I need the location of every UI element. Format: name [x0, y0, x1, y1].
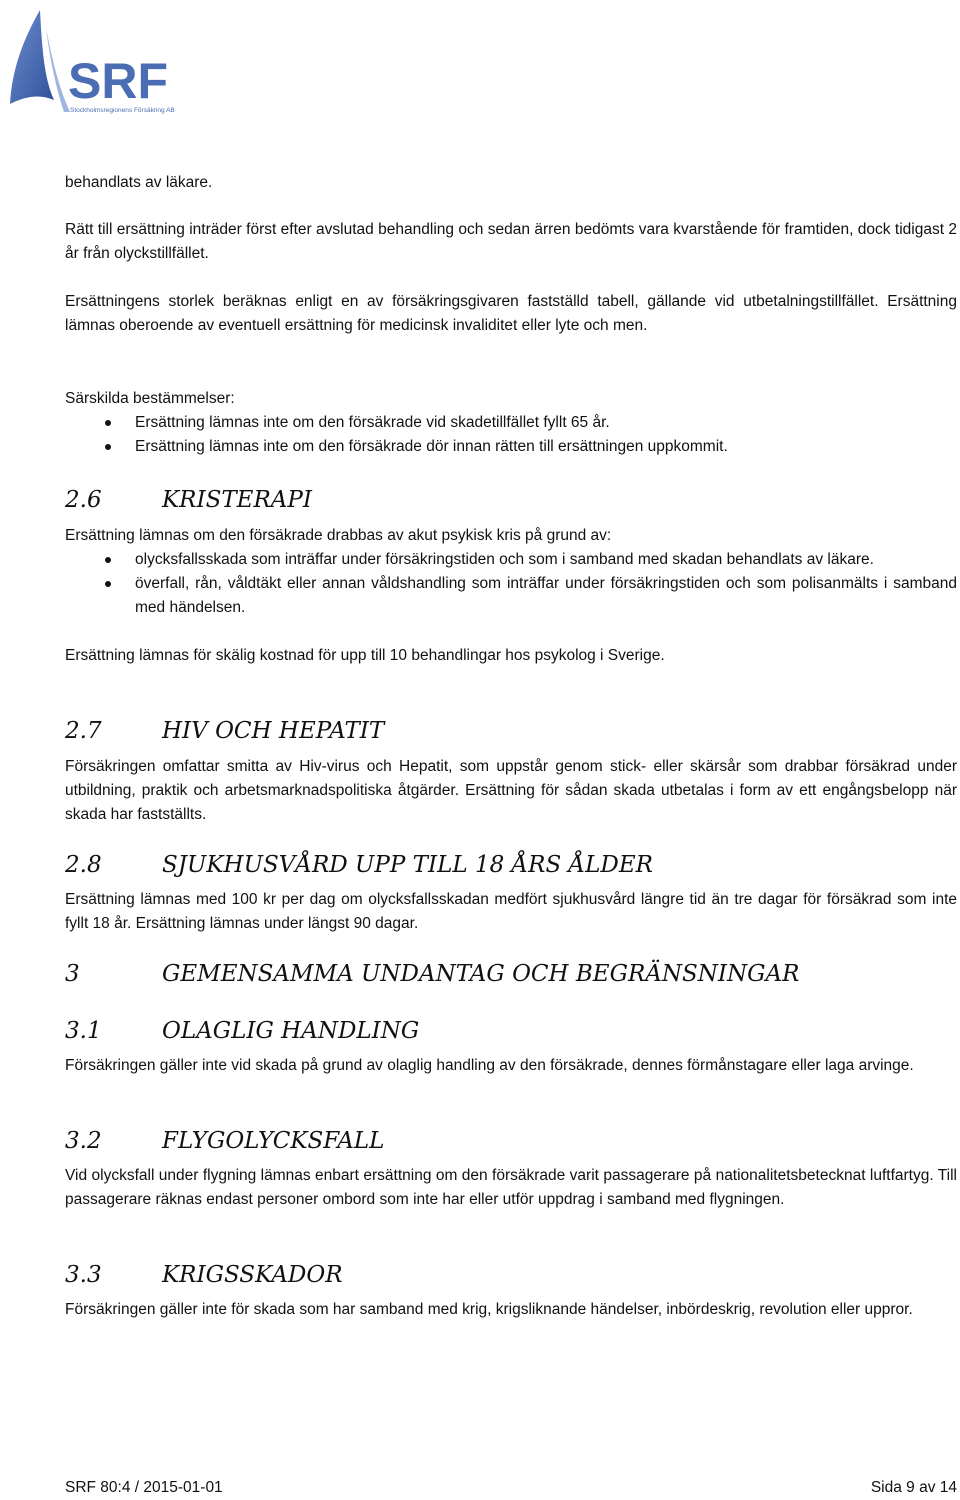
heading-2-6: 2.6 KRISTERAPI [65, 487, 312, 513]
special-provisions: Särskilda bestämmelser: Ersättning lämnas inte om den försäkrade vid skadetillfället fyllt 65 år. Ersättning lämnas inte om den försäkrade dör innan rätten till ersättningen uppkommit. [65, 387, 957, 459]
section-2-6-body: Ersättning lämnas om den försäkrade drabbas av akut psykisk kris på grund av: olycksfallsskada som inträffar under försäkringstiden och som i samband med skadan behandlats av läkare. överfall, rån, våldtäkt eller annan våldshandling som inträffar under försäkringstiden och som polisanmälts i samband med händelsen. Ersättning lämnas för skälig kostnad för upp till 10 behandlingar hos psykolog i Sverige. [65, 527, 957, 664]
section-2-8-body: Ersättning lämnas med 100 kr per dag om olycksfallsskadan medfört sjukhusvård längre tid än tre dagar för försäkrad som inte fyllt 18 år. Ersättning lämnas under längst 90 dagar. [65, 891, 957, 932]
heading-2-7: 2.7 HIV OCH HEPATIT [65, 718, 385, 744]
list-item: överfall, rån, våldtäkt eller annan våldshandling som inträffar under försäkringstiden och som polisanmälts i samband med händelsen. [65, 572, 957, 620]
paragraph-1: behandlats av läkare. [65, 174, 213, 191]
heading-3-3: 3.3 KRIGSSKADOR [65, 1262, 343, 1288]
list-item: Ersättning lämnas inte om den försäkrade dör innan rätten till ersättningen uppkommit. [65, 435, 957, 459]
page-footer [65, 1477, 957, 1499]
heading-2-8: 2.8 SJUKHUSVÅRD UPP TILL 18 ÅRS ÅLDER [65, 852, 653, 878]
paragraph-2: Rätt till ersättning inträder först efter avslutad behandling och sedan ärren bedömts vara kvarstående för framtiden, dock tidigast 2 år från olyckstillfället. [65, 221, 957, 262]
heading-3-1: 3.1 OLAGLIG HANDLING [65, 1018, 420, 1044]
svg-text:Stockholmsregionens Försäkring: Stockholmsregionens Försäkring AB [70, 107, 175, 114]
section-2-7-body: Försäkringen omfattar smitta av Hiv-virus och Hepatit, som uppstår genom stick- eller skärsår som drabbar försäkrad under utbildning, praktik och arbetsmarknadspolitiska åtgärder. Ersättning för sådan skada utbetalas i form av ett engångsbelopp när skada har fastställts. [65, 758, 957, 823]
document-id: SRF 80:4 / 2015-01-01 [65, 1479, 223, 1496]
section-3-2-body: Vid olycksfall under flygning lämnas enbart ersättning om den försäkrade varit passagerare på nationalitetsbetecknat luftfartyg. Till passagerare räknas endast personer ombord som inte har eller utför uppdrag i samband med flygningen. [65, 1167, 957, 1208]
srf-logo [6, 8, 202, 118]
svg-text:SRF: SRF [68, 53, 168, 109]
section-3-1-body: Försäkringen gäller inte vid skada på grund av olaglig handling av den försäkrade, dennes förmånstagare eller laga arvinge. [65, 1057, 914, 1074]
section-3-3-body: Försäkringen gäller inte för skada som har samband med krig, krigsliknande händelser, inbördeskrig, revolution eller uppror. [65, 1301, 913, 1318]
page-number: Sida 9 av 14 [870, 1479, 957, 1496]
list-item: Ersättning lämnas inte om den försäkrade vid skadetillfället fyllt 65 år. [65, 411, 957, 435]
sail-icon [10, 10, 54, 104]
heading-3: 3 GEMENSAMMA UNDANTAG OCH BEGRÄNSNINGAR [65, 961, 800, 987]
heading-3-2: 3.2 FLYGOLYCKSFALL [65, 1128, 385, 1154]
list-item: olycksfallsskada som inträffar under försäkringstiden och som i samband med skadan behandlats av läkare. [65, 548, 957, 572]
paragraph-3: Ersättningens storlek beräknas enligt en av försäkringsgivaren fastställd tabell, gällande vid utbetalningstillfället. Ersättning lämnas oberoende av eventuell ersättning för medicinsk invaliditet eller lyte och men. [65, 293, 957, 334]
